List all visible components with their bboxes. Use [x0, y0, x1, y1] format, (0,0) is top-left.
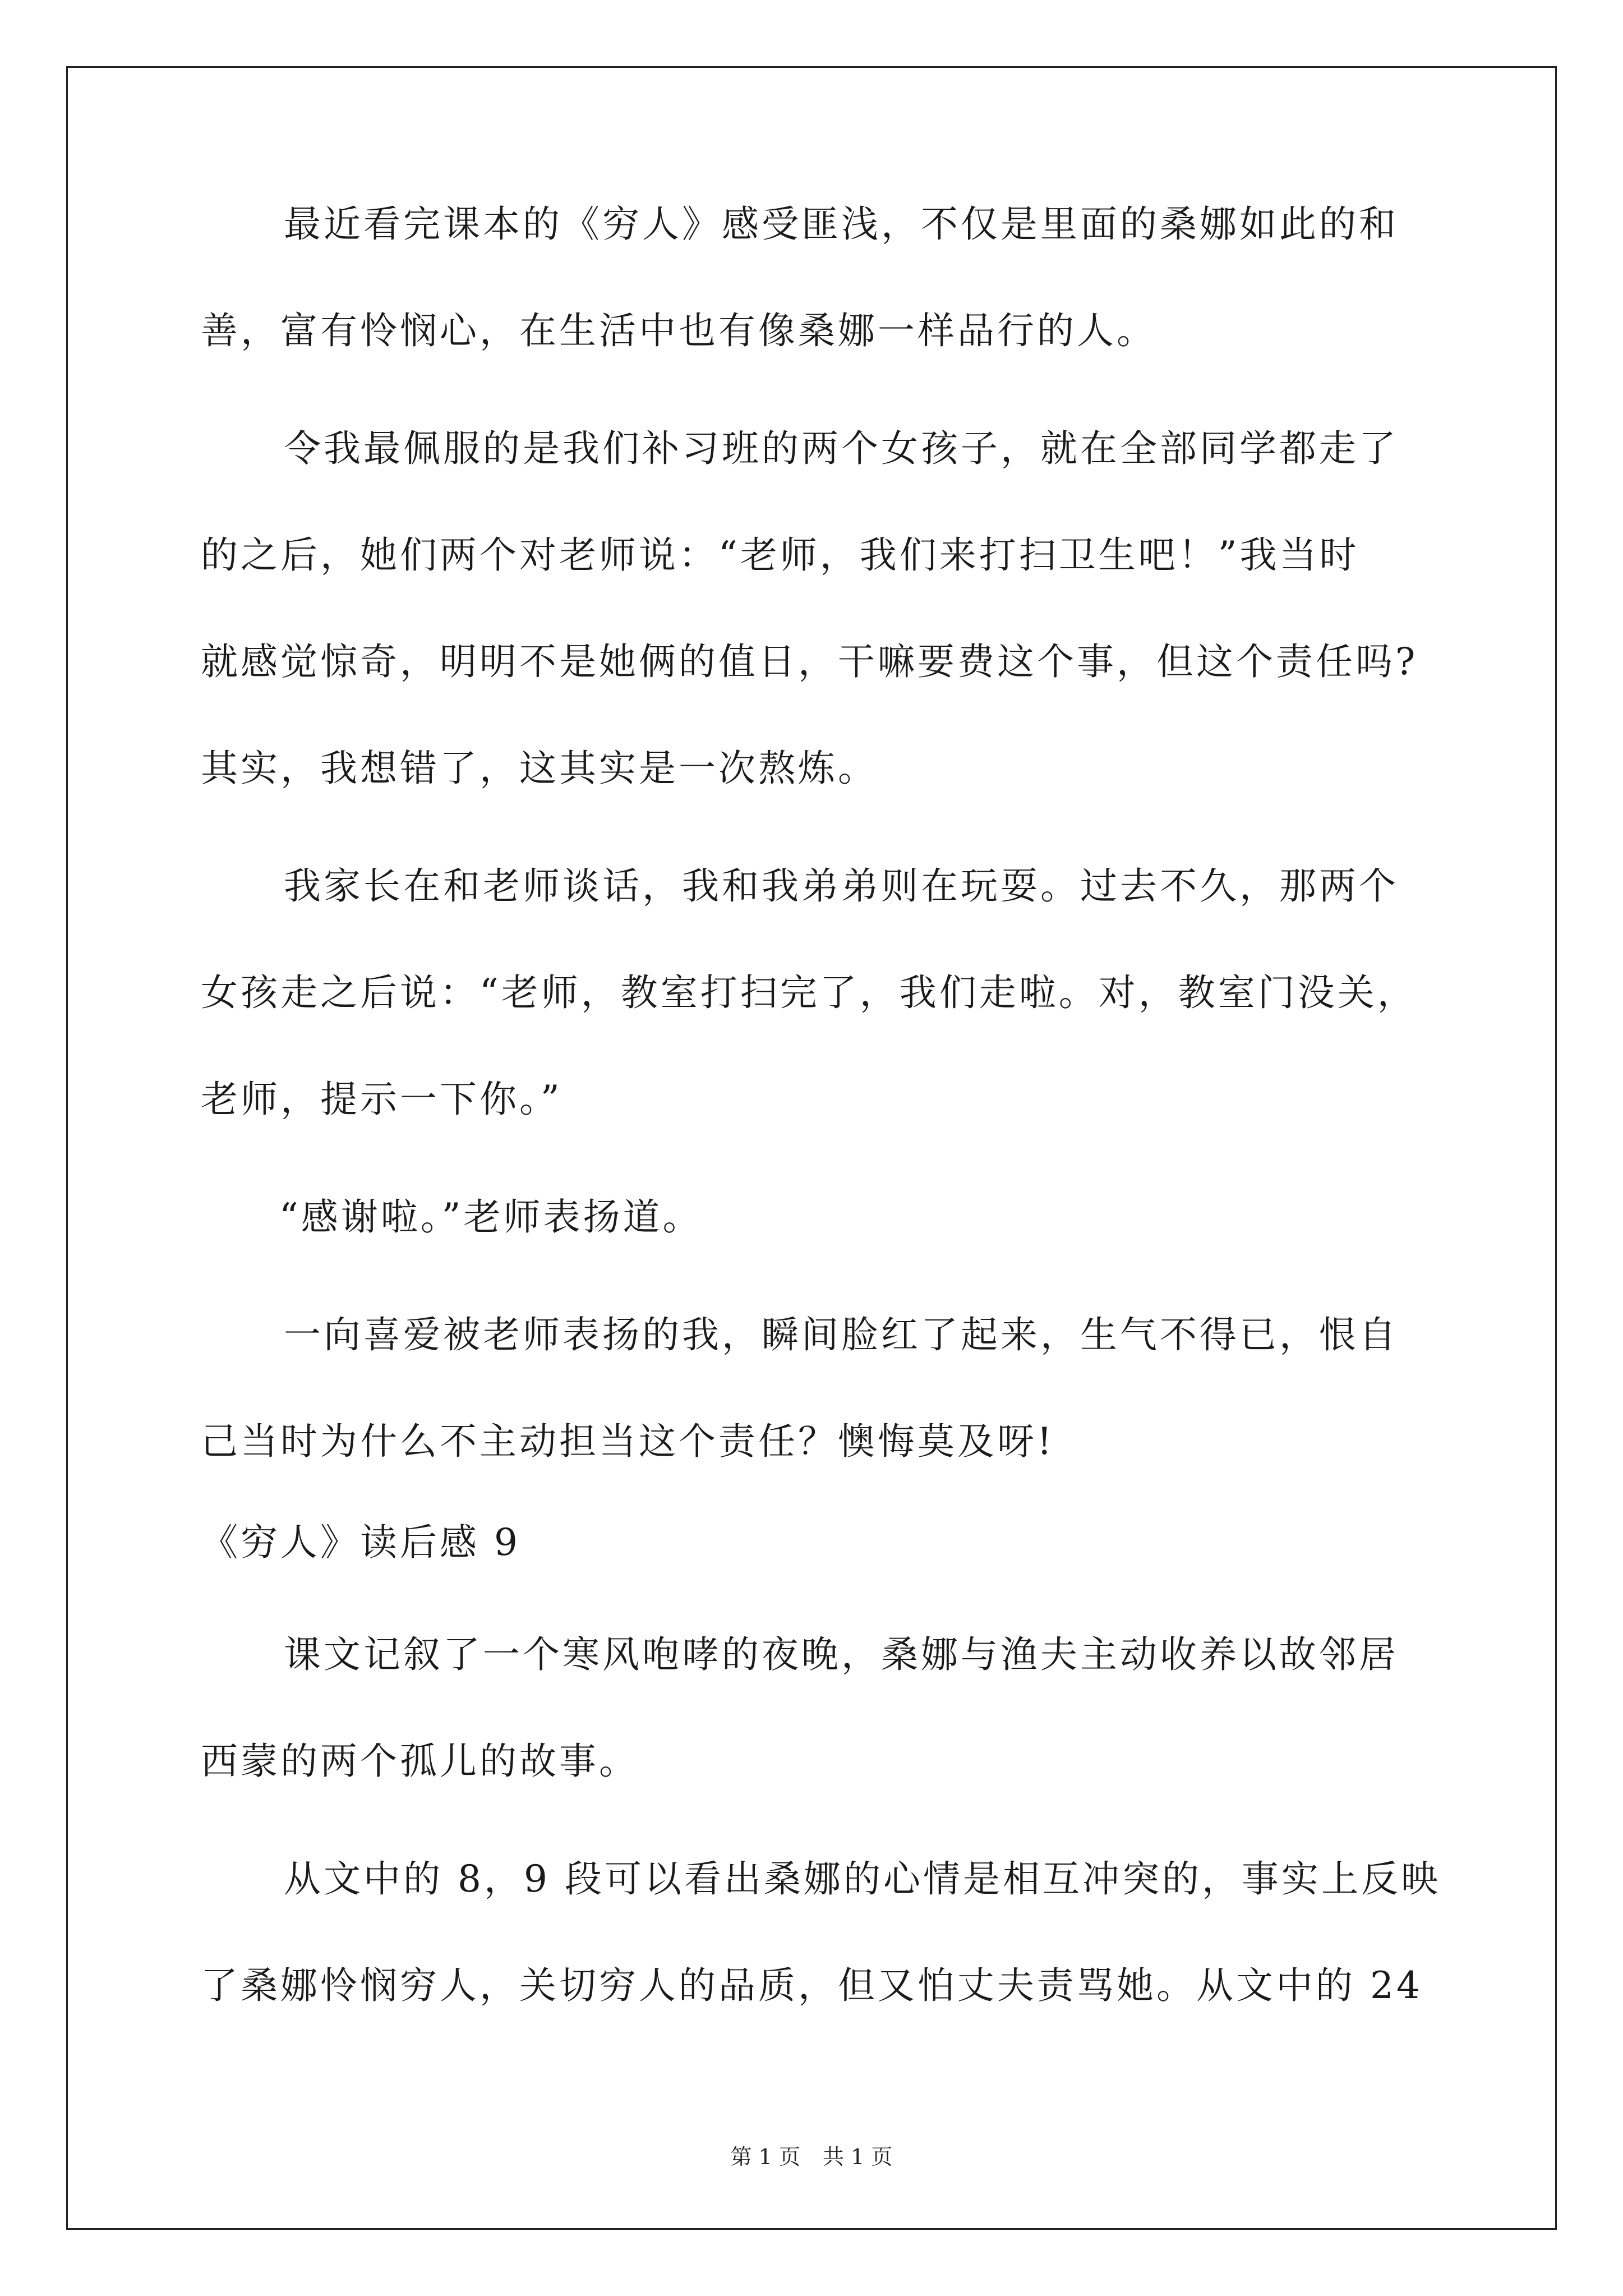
- paragraph-line: 一向喜爱被老师表扬的我，瞬间脸红了起来，生气不得已，恨自: [284, 1313, 1399, 1356]
- page-footer: [0, 2143, 1623, 2171]
- paragraph-line: 的之后，她们两个对老师说：“老师，我们来打扫卫生吧！”我当时: [201, 533, 1359, 577]
- paragraph-line: 最近看完课本的《穷人》感受匪浅，不仅是里面的桑娜如此的和: [284, 203, 1399, 246]
- paragraph-line: “感谢啦。”老师表扬道。: [279, 1195, 703, 1239]
- paragraph-line: 从文中的 8，9 段可以看出桑娜的心情是相互冲突的，事实上反映: [284, 1857, 1441, 1901]
- paragraph-line: 了桑娜怜悯穷人，关切穷人的品质，但又怕丈夫责骂她。从文中的 24: [201, 1964, 1423, 2007]
- paragraph-line: 其实，我想错了，这其实是一次熬炼。: [201, 747, 878, 790]
- paragraph-line: 老师，提示一下你。”: [201, 1078, 562, 1121]
- paragraph-line: 令我最佩服的是我们补习班的两个女孩子，就在全部同学都走了: [284, 427, 1399, 470]
- page-total: 共 1 页: [823, 2145, 893, 2169]
- paragraph-line: 己当时为什么不主动担当这个责任？懊悔莫及呀!: [201, 1420, 1055, 1463]
- paragraph-line: 就感觉惊奇，明明不是她俩的值日，干嘛要费这个事，但这个责任吗?: [201, 640, 1418, 683]
- paragraph-line: 西蒙的两个孤儿的故事。: [201, 1740, 639, 1783]
- page-border: [66, 66, 1557, 2230]
- section-heading: 《穷人》读后感 9: [201, 1521, 520, 1564]
- page-number: 第 1 页: [730, 2145, 800, 2169]
- paragraph-line: 女孩走之后说：“老师，教室打扫完了，我们走啦。对，教室门没关，: [201, 971, 1417, 1014]
- paragraph-line: 课文记叙了一个寒风咆哮的夜晚，桑娜与渔夫主动收养以故邻居: [284, 1633, 1399, 1676]
- paragraph-line: 我家长在和老师谈话，我和我弟弟则在玩耍。过去不久，那两个: [284, 864, 1399, 908]
- paragraph-line: 善，富有怜悯心，在生活中也有像桑娜一样品行的人。: [201, 309, 1156, 352]
